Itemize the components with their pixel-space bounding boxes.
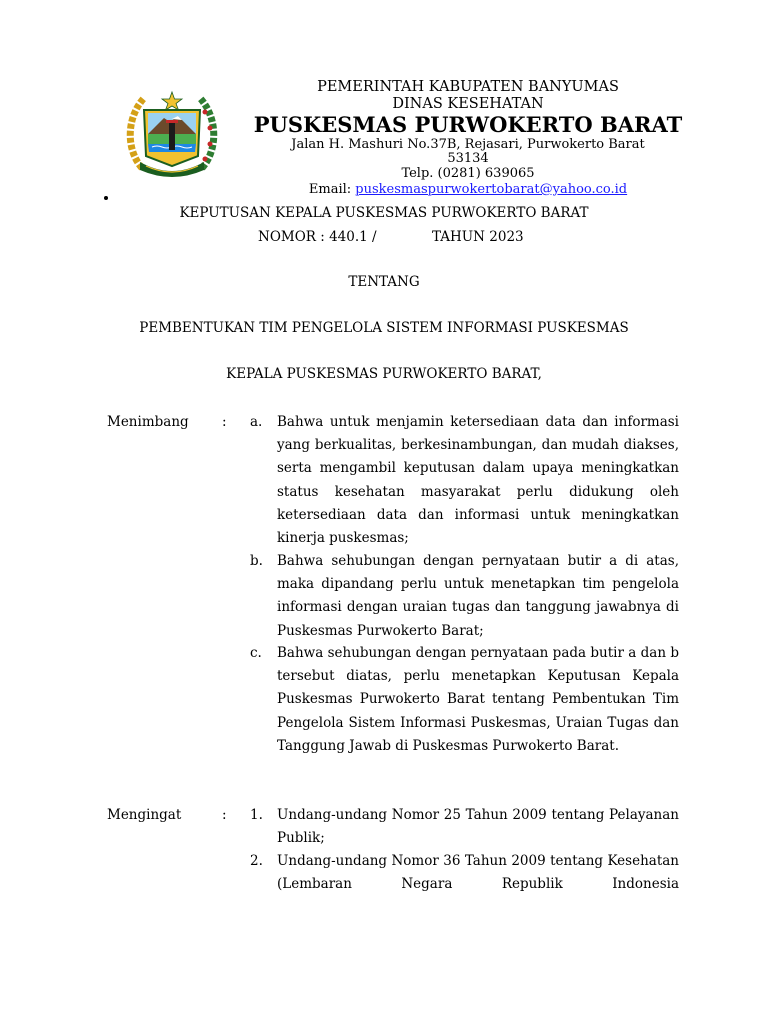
mengingat-label: Mengingat	[107, 807, 182, 823]
mengingat-item-2: Undang-undang Nomor 36 Tahun 2009 tentang Kesehatan (Lembaran Negara Republik Indonesia	[277, 853, 679, 893]
decree-issuer: KEPALA PUSKESMAS PURWOKERTO BARAT,	[226, 366, 542, 382]
menimbang-marker-b: b.	[250, 553, 263, 569]
menimbang-label: Menimbang	[107, 414, 189, 430]
menimbang-item-c: Bahwa sehubungan dengan pernyataan pada butir a dan b tersebut diatas, perlu menetapkan Keputusan Kepala Puskesmas Purwokerto Barat tentang Pembentukan Tim Pengelola Sistem Informasi Puskesmas, Uraian Tugas dan Tanggung Jawab di Puskesmas Purwokerto Barat.	[277, 645, 679, 754]
email-link[interactable]: puskesmaspurwokertobarat@yahoo.co.id	[355, 182, 628, 197]
government-name: PEMERINTAH KABUPATEN BANYUMAS	[317, 79, 619, 95]
mengingat-marker-1: 1.	[250, 807, 263, 823]
email-label: Email:	[308, 182, 352, 197]
decree-about: TENTANG	[348, 274, 420, 290]
decree-year: TAHUN 2023	[432, 229, 524, 245]
mengingat-item-1: Undang-undang Nomor 25 Tahun 2009 tentang Pelayanan Publik;	[277, 807, 679, 847]
menimbang-colon: :	[222, 414, 227, 430]
phone-number: Telp. (0281) 639065	[401, 166, 535, 181]
menimbang-marker-c: c.	[250, 645, 262, 661]
mengingat-colon: :	[222, 807, 227, 823]
decree-number: NOMOR : 440.1 /	[258, 229, 377, 245]
menimbang-marker-a: a.	[250, 414, 263, 430]
institution-name: PUSKESMAS PURWOKERTO BARAT	[253, 112, 683, 137]
department-name: DINAS KESEHATAN	[392, 96, 544, 112]
menimbang-item-b: Bahwa sehubungan dengan pernyataan butir a di atas, maka dipandang perlu untuk menetapkan tim pengelola informasi dengan uraian tugas dan tanggung jawabnya di Puskesmas Purwokerto Barat;	[277, 553, 679, 639]
address-line-2: 53134	[447, 151, 489, 166]
decree-title: KEPUTUSAN KEPALA PUSKESMAS PURWOKERTO BARAT	[179, 205, 589, 221]
menimbang-item-a: Bahwa untuk menjamin ketersediaan data dan informasi yang berkualitas, berkesinambungan, dan mudah diakses, serta mengambil keputusan dalam upaya meningkatkan status kesehatan masyarakat perlu didukung oleh ketersediaan data dan informasi untuk meningkatkan kinerja puskesmas;	[277, 414, 679, 547]
decree-subject: PEMBENTUKAN TIM PENGELOLA SISTEM INFORMASI PUSKESMAS	[139, 320, 629, 336]
mengingat-marker-2: 2.	[250, 853, 263, 869]
email-line	[250, 182, 686, 198]
banyumas-emblem-logo	[122, 84, 222, 184]
bullet-dot	[104, 196, 108, 200]
address-line-1: Jalan H. Mashuri No.37B, Rejasari, Purwokerto Barat	[291, 137, 645, 152]
